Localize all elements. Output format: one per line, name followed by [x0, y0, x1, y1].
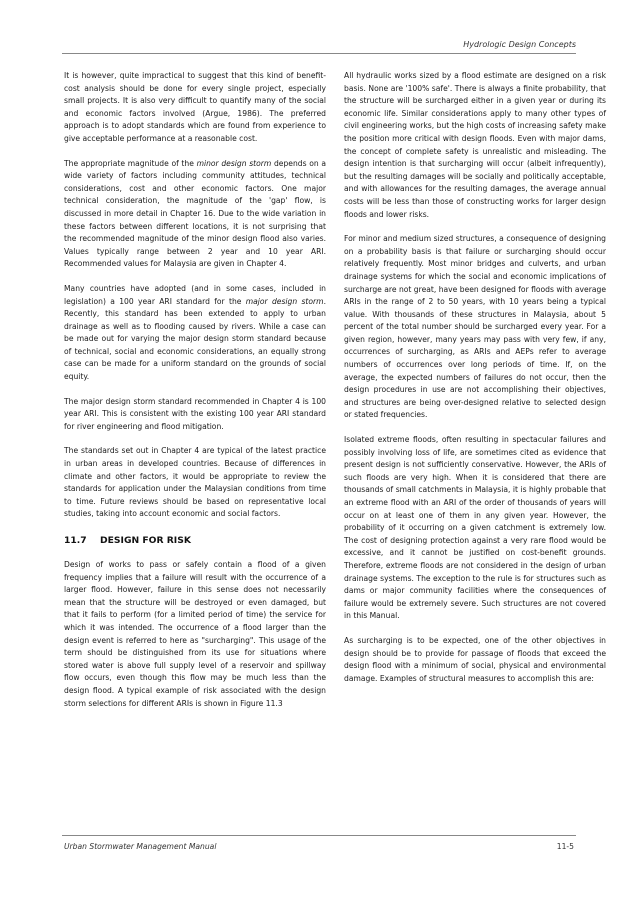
running-header: Hydrologic Design Concepts	[463, 40, 576, 49]
emphasis-term: minor design storm	[196, 158, 272, 168]
paragraph: As surcharging is to be expected, one of the other objectives in design should be to provide for passage of floods that exceed the design flood with a minimum of social, physical and environmental damage. Examples of structural measures to accomplish this are:	[344, 635, 606, 683]
emphasis-term: major design storm	[245, 296, 324, 306]
paragraph: All hydraulic works sized by a flood estimate are designed on a risk basis. None are '100% safe'. There is always a finite probability, that the structure will be surcharged either in a given year or during its economic life. Similar considerations apply to many other types of civil engineering works, but the high costs of increasing safety make the position more critical with design floods. Even with major dams, the concept of complete safety is unrealistic and misleading. The design intention is that surcharging will occur (albeit infrequently), but the resulting damages will be socially and politically acceptable, and with allowances for the resulting damages, the average annual costs will be less than those of constructing works for larger design floods and lower risks.	[344, 71, 606, 219]
paragraph	[64, 158, 326, 271]
paragraph: The major design storm standard recommended in Chapter 4 is 100 year ARI. This is consistent with the existing 100 year ARI standard for river engineering and flood mitigation.	[64, 396, 326, 431]
paragraph: Isolated extreme floods, often resulting in spectacular failures and possibly involving loss of life, are sometimes cited as evidence that present design is not sufficiently conservative. However, the ARIs of such floods are very high. When it is considered that there are thousands of small catchments in Malaysia, it is highly probable that an extreme flood with an ARI of the order of thousands of years will occur on at least one of them in any given year. However, the probability of it occurring on a given catchment is extremely low. The cost of designing protection against a very rare flood would be excessive, and it cannot be justified on cost-benefit grounds. Therefore, extreme floods are not considered in the design of urban drainage systems. The exception to the rule is for structures such as dams or major community facilities where the consequences of failure would be extremely severe. Such structures are not covered in this Manual.	[344, 435, 606, 621]
paragraph-text: Many countries have adopted (and in some cases, included in legislation) a 100 year ARI standard for the	[64, 283, 326, 306]
paragraph: The standards set out in Chapter 4 are typical of the latest practice in urban areas in developed countries. Because of differences in climate and other factors, it would be appropriate to review the standards for application under the Malaysian conditions from time to time. Future reviews should be based on representative local studies, taking into account economic and social factors.	[64, 446, 326, 519]
footer-manual-title: Urban Stormwater Management Manual	[64, 842, 217, 851]
footer-divider	[62, 835, 576, 836]
page-number: 11-5	[556, 842, 574, 851]
paragraph-text: depends on a wide variety of factors including community attitudes, technical considerations, cost and other economic factors. One major technical consideration, the magnitude of the 'gap' flow, is discussed in more detail in Chapter 16. Due to the wide variation in these factors between different locations, it is not surprising that the recommended magnitude of the minor design flood also varies. Values typically range between 2 year and 10 year ARI. Recommended values for Malaysia are given in Chapter 4.	[64, 158, 326, 269]
paragraph: It is however, quite impractical to suggest that this kind of benefit-cost analysis should be done for every single project, especially small projects. It is also very difficult to quantify many of the social and economic factors involved (Argue, 1986). The preferred approach is to adopt standards which are found from experience to give acceptable performance at a reasonable cost.	[64, 71, 326, 143]
section-number: 11.7	[64, 535, 87, 546]
section-title: DESIGN FOR RISK	[100, 535, 191, 546]
paragraph: Design of works to pass or safely contain a flood of a given frequency implies that a failure will result with the occurrence of a larger flood. However, failure in this sense does not necessarily mean that the structure will be destroyed or even damaged, but that it fails to perform (for a limited period of time) the service for which it was intended. The occurrence of a flood larger than the design event is referred to here as "surcharging". This usage of the term should be distinguished from its use for situations where stored water is above full supply level of a reservoir and spillway flow occurs, even though this flow may be much less than the design flood. A typical example of risk associated with the design storm selections for different ARIs is shown in Figure 11.3	[64, 560, 326, 708]
header-divider	[62, 53, 576, 54]
right-column	[344, 70, 606, 697]
section-heading	[64, 535, 326, 547]
paragraph	[64, 283, 326, 384]
paragraph-text: The appropriate magnitude of the	[64, 158, 197, 168]
paragraph-text: . Recently, this standard has been extended to apply to urban drainage as well as to flooding caused by rivers. While a case can be made out for varying the major design storm standard because of technical, social and economic considerations, an equally strong case can be made for a uniform standard on the grounds of social equity.	[64, 296, 326, 382]
left-column	[64, 70, 326, 722]
paragraph: For minor and medium sized structures, a consequence of designing on a probability basis is that failure or surcharging should occur relatively frequently. Most minor bridges and culverts, and urban drainage systems for which the social and economic implications of surcharge are not great, have been designed for floods with average ARIs in the range of 2 to 50 years, with 10 years being a typical value. With thousands of these structures in Malaysia, about 5 percent of the total number should be surcharged every year. For a given region, however, many years may pass with very few, if any, occurrences of surcharging, as ARIs and AEPs refer to average numbers of occurrences over long periods of time. If, on the average, the expected numbers of failures do not occur, then the design procedures in use are not accomplishing their objectives, and structures are being over-designed relative to selected design or stated frequencies.	[344, 234, 606, 420]
